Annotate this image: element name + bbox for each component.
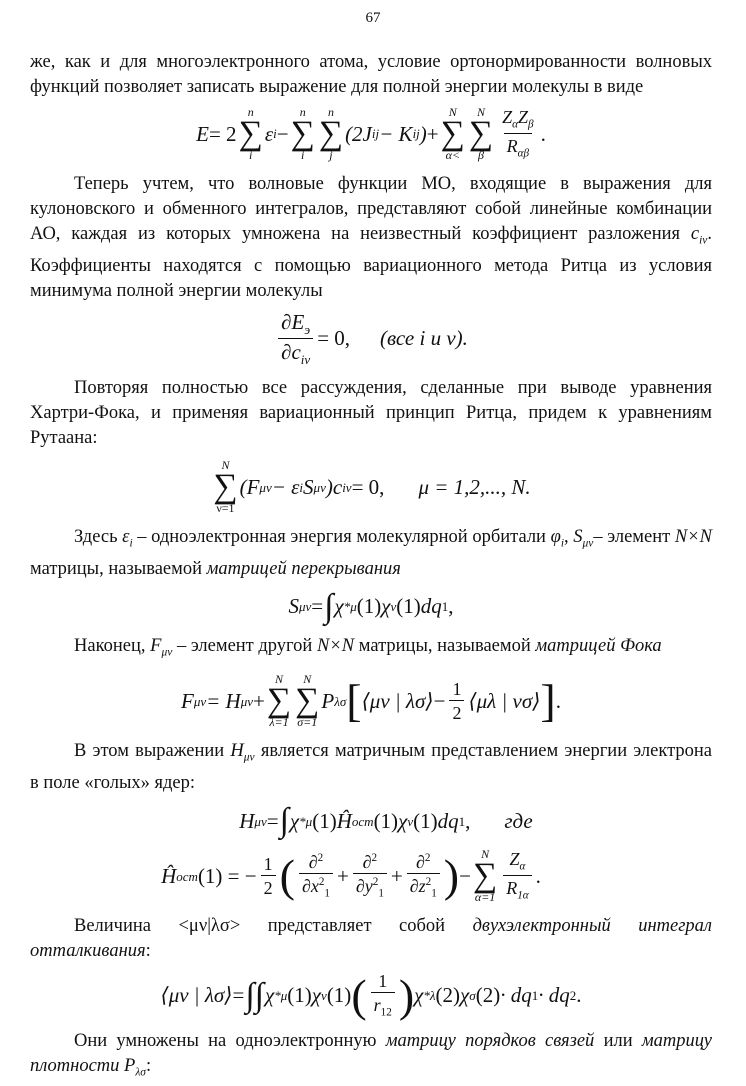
- paragraph-5: Наконец, $F_{\mu\nu}$ – элемент другой N×N матрицы, называемой матрицей Фока: [74, 635, 662, 659]
- equation-roothaan: N ∑ ν=1 (F μν − ε i S μν )c iν = 0, μ = 1,2,..., N.: [213, 458, 531, 516]
- equation-overlap-integral: S μν = ∫ χ * μ (1) χ ν (1) dq 1 ,: [288, 587, 454, 625]
- equation-total-energy: E = 2 n ∑ i ε i − n ∑ i n ∑ j (2J ij − K ij ) + N ∑ α< N ∑ β $\frac{Z_\alpha Z_\beta}{R_{\alpha\beta}}$ .: [196, 105, 546, 162]
- paragraph-6: В этом выражении $H_{\mu\nu}$ является матричным представлением энергии электрона в поле «голых» ядер:: [30, 741, 713, 794]
- equation-fock-matrix: F μν = H μν + N ∑ λ=1 N ∑ σ=1 P λσ [ ⟨μν | λσ⟩ − $\frac{1}{2}$ ⟨μλ | νσ⟩ ] .: [181, 672, 561, 730]
- paragraph-7: Величина <μν|λσ> представляет собой двухэлектронный интеграл отталкивания:: [30, 916, 712, 962]
- equation-variation-condition: $\frac{\partial E_э}{\partial c_{i\nu}}$ = 0, (все i и ν).: [30, 312, 712, 366]
- paragraph-2: Теперь учтем, что волновые функции МО, входящие в выражения для кулоновского и обменного интегралов, представляют собой линейные комбинации АО, каждая из которых умножена на неизвестный коэффициент разложения $c_{i\nu}$. Коэффициенты находятся с помощью вариационного метода Ритца из условия минимума полной энергии молекулы: [30, 174, 713, 301]
- page-number: 67: [365, 10, 381, 26]
- paragraph-1: же, как и для многоэлектронного атома, условие ортонормированности волновых функций позволяет записать выражение для полной энергии молекулы в виде: [30, 52, 712, 97]
- page-body: [30, 50, 712, 1086]
- equation-two-electron-integral: ⟨μν | λσ⟩ = ∫∫ χ * μ (1) χ ν (1) ( $\frac{1}{r_{12}}$ ) χ * λ (2) χ σ (2) · dq 1 · dq 2 .: [160, 969, 582, 1021]
- paragraph-4: Здесь $\varepsilon_i$ – одноэлектронная энергия молекулярной орбитали $\varphi_i$, $S_{\mu\nu}-$ элемент N×N матрицы, называемой матрицей перекрывания: [30, 527, 712, 579]
- paragraph-3: Повторяя полностью все рассуждения, сделанные при выводе уравнения Хартри-Фока, и применяя вариационный принцип Ритца, придем к уравнениям Рутаана:: [30, 378, 712, 449]
- equation-core-hamiltonian-operator: Ĥ ост (1) = − $\frac{1}{2}$ ( $\frac{\partial^2}{\partial x^2_1}$ + $\frac{\partial^2}{\partial y^2_1}$ + $\frac{\partial^2}{\partial z^2_1}$ ) − N ∑ α=1 $\frac{Z_\alpha}{R_{1\alpha}}$ .: [161, 847, 541, 905]
- paragraph-8: Они умножены на одноэлектронную матрицу порядков связей или матрицу плотности $P_{\lambda\sigma}$:: [30, 1030, 712, 1079]
- equation-core-hamiltonian-element: H μν = ∫ χ * μ (1) Ĥ ост (1) χ ν (1) dq 1 , где: [239, 802, 533, 840]
